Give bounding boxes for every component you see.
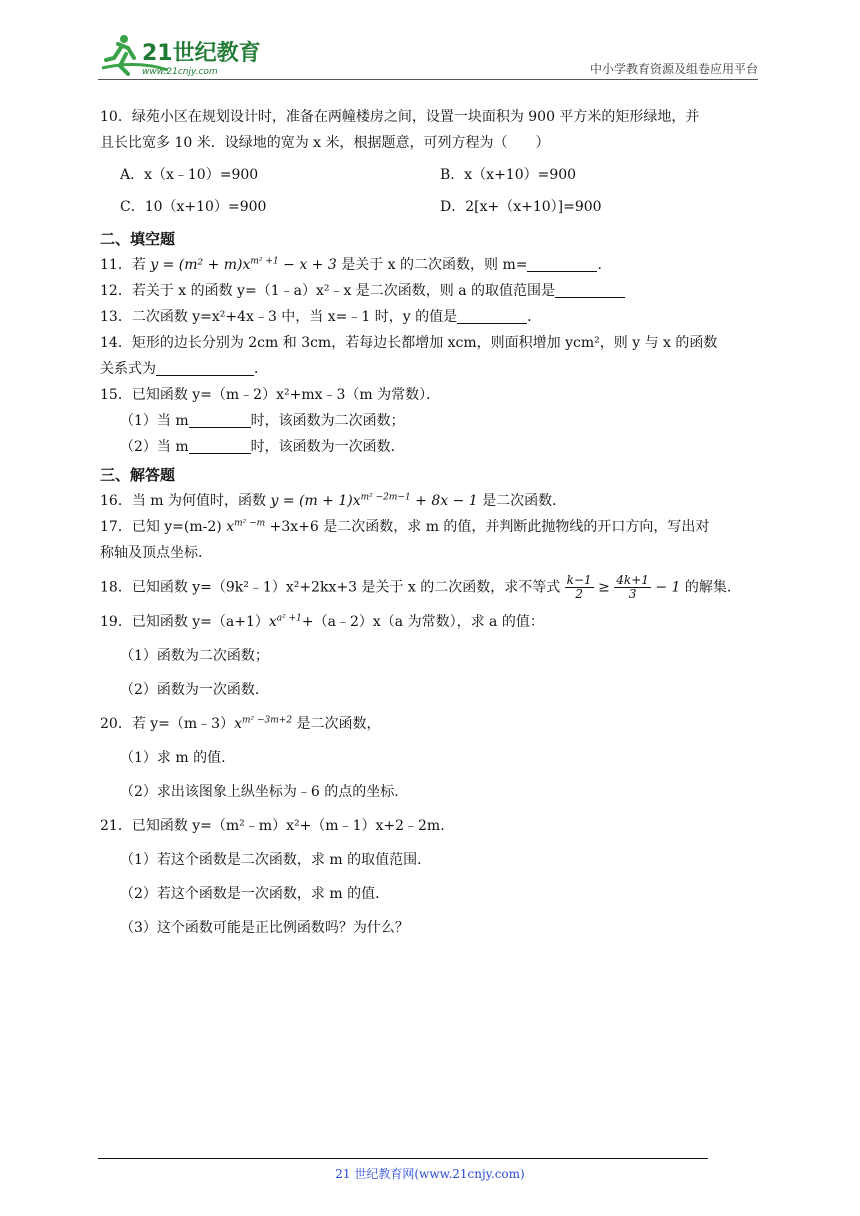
q14-line2-text: 关系式为 [100, 361, 156, 377]
q19-stem [100, 609, 760, 635]
q16 [100, 488, 760, 514]
q20-part1: （1）求 m 的值. [120, 750, 226, 766]
q11-pre: 11．若 [100, 257, 151, 273]
spacer [100, 703, 760, 711]
q19-post: +（a﹣2）x（a 为常数），求 a 的值： [301, 614, 544, 630]
q10-option-a: A．x（x﹣10）=900 [120, 167, 259, 183]
header-divider [98, 79, 758, 80]
q12-blank [555, 281, 625, 298]
q14-line2 [100, 356, 760, 382]
page-header [98, 30, 758, 82]
q21-part2: （2）若这个函数是一次函数，求 m 的值． [120, 886, 390, 902]
q13-end: ． [527, 309, 542, 325]
q15-p2-pre: （2）当 m [120, 439, 189, 455]
q10-options-row1 [100, 162, 760, 188]
q15-part1 [100, 408, 760, 434]
section-fill-blank: 二、填空题 [100, 230, 176, 248]
q17-line2: 称轴及顶点坐标. [100, 545, 203, 561]
section-solve: 三、解答题 [100, 466, 176, 484]
q10-options-row2 [100, 194, 760, 220]
q13-blank [457, 307, 527, 324]
q16-pre: 16．当 m 为何值时，函数 [100, 493, 271, 509]
q21-stem: 21．已知函数 y=（m²﹣m）x²+（m﹣1）x+2﹣2m． [100, 818, 455, 834]
q10-option-d: D．2[x+（x+10）]=900 [440, 199, 602, 215]
q19-pre: 19．已知函数 y=（a+1） [100, 614, 269, 630]
q17-line1 [100, 514, 760, 540]
footer-text: 21 世纪教育网(www.21cnjy.com) [335, 1167, 525, 1181]
q15-stem: 15．已知函数 y=（m﹣2）x²+mx﹣3（m 为常数）． [100, 387, 441, 403]
logo-text: 21世纪教育 [142, 41, 261, 66]
q14-line1: 14．矩形的边长分别为 2cm 和 3cm，若每边长都增加 xcm，则面积增加 ycm²，则 y 与 x 的函数 [100, 335, 718, 351]
q16-post: 是二次函数． [477, 493, 567, 509]
spacer [100, 669, 760, 677]
q18 [100, 574, 760, 601]
spacer [100, 601, 760, 609]
spacer [100, 873, 760, 881]
q12-text: 12．若关于 x 的函数 y=（1﹣a）x²﹣x 是二次函数，则 a 的取值范围是 [100, 283, 556, 299]
spacer [100, 737, 760, 745]
q14-end: ． [254, 361, 268, 377]
q10-option-b: B．x（x+10）=900 [440, 167, 577, 183]
q20-pre: 20．若 y=（m﹣3） [100, 716, 235, 732]
q20-post: 是二次函数， [292, 716, 381, 732]
q15-part2 [100, 434, 760, 460]
q14-blank [156, 359, 254, 376]
q19-part1: （1）函数为二次函数； [120, 648, 269, 664]
q18-frac-right: $\frac{4k+1}{3}$ [616, 573, 649, 601]
q21-part1: （1）若这个函数是二次函数，求 m 的取值范围． [120, 852, 432, 868]
spacer [100, 839, 760, 847]
q11-post: 是关于 x 的二次函数，则 m= [336, 257, 528, 273]
q10-option-c: C．10（x+10）=900 [120, 199, 267, 215]
spacer [100, 907, 760, 915]
q15-p2-post: 时，该函数为一次函数． [250, 439, 405, 455]
logo [98, 30, 288, 80]
q20-formula: $x^{m^2 -3m+2}$ [234, 715, 293, 732]
q10-line2: 且长比宽多 10 米．设绿地的宽为 x 米，根据题意，可列方程为（ ） [100, 135, 550, 151]
q16-formula: $y = (m + 1)x^{m^2 -2m-1} + 8x - 1$ [270, 492, 478, 509]
q13 [100, 304, 760, 330]
spacer [100, 771, 760, 779]
footer-divider [98, 1158, 708, 1159]
q11-formula: $y = (m^2 + m)x^{m^2 +1} - x + 3$ [150, 256, 337, 273]
q17-post: +3x+6 是二次函数，求 m 的值，并判断此抛物线的开口方向，写出对 [265, 519, 710, 535]
logo-url: www.21cnjy.com [142, 67, 218, 77]
q18-frac-left: $\frac{k-1}{2}$ [566, 573, 592, 601]
q12 [100, 278, 760, 304]
q19-formula: $x^{a^2 +1}$ [268, 613, 302, 630]
q11-blank [527, 255, 597, 272]
q18-minus-one: − 1 [650, 579, 681, 596]
q13-text: 13．二次函数 y=x²+4x﹣3 中，当 x=﹣1 时，y 的值是 [100, 309, 458, 325]
q21-part3: （3）这个函数可能是正比例函数吗？为什么？ [120, 920, 409, 936]
q18-geq: ≥ [593, 579, 615, 596]
spacer [100, 566, 760, 574]
q17-formula: $x^{m^2 -m}$ [226, 518, 266, 535]
platform-name: 中小学教育资源及组卷应用平台 [589, 62, 758, 76]
q15-p1-pre: （1）当 m [120, 413, 189, 429]
spacer [100, 635, 760, 643]
q18-post: 的解集. [680, 579, 732, 596]
q19-part2: （2）函数为一次函数． [120, 682, 269, 698]
q20-stem [100, 711, 760, 737]
spacer [100, 805, 760, 813]
document-body [100, 104, 760, 941]
q17-pre: 17．已知 y=(m-2) [100, 519, 227, 535]
q11 [100, 252, 760, 278]
q11-end: ． [597, 257, 612, 273]
q10-line1: 10．绿苑小区在规划设计时，准备在两幢楼房之间，设置一块面积为 900 平方米的矩形绿地，并 [100, 109, 700, 125]
q15-p2-blank [189, 437, 251, 454]
q20-part2: （2）求出该图象上纵坐标为﹣6 的点的坐标. [120, 784, 399, 800]
q15-p1-blank [189, 411, 251, 428]
q15-p1-post: 时，该函数为二次函数； [250, 413, 405, 429]
q18-pre: 18．已知函数 y=（9k²﹣1）x²+2kx+3 是关于 x 的二次函数，求不等式 [100, 579, 565, 596]
